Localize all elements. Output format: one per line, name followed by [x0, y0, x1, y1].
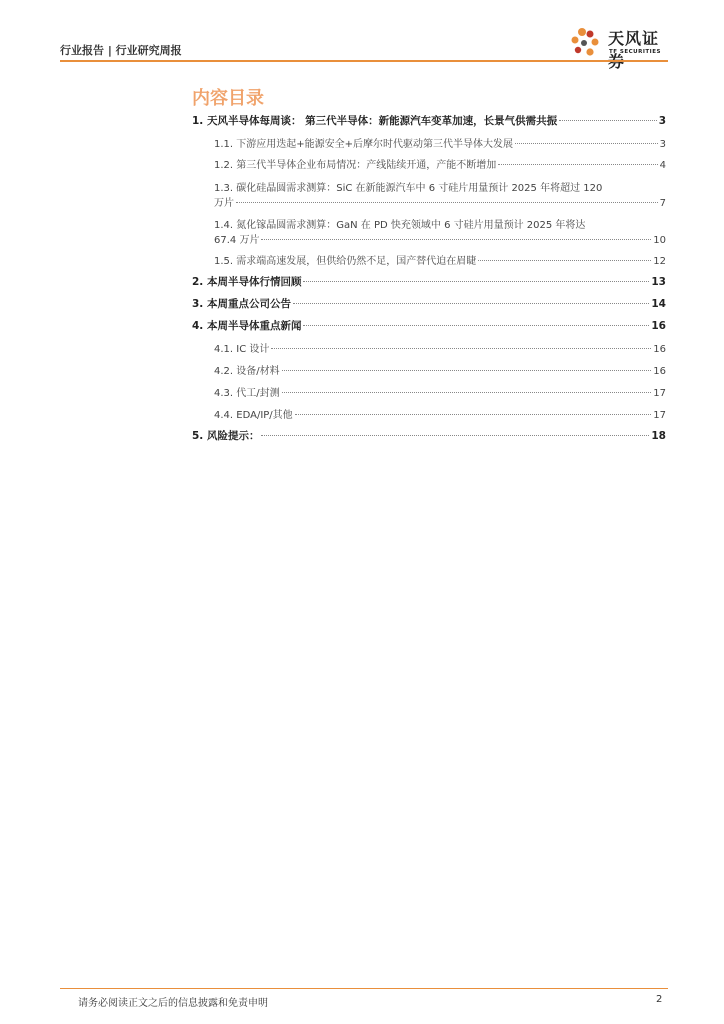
- toc-entry[interactable]: [192, 296, 666, 311]
- toc-page-number: 10: [653, 235, 666, 246]
- toc-page-number: 12: [653, 256, 666, 267]
- header-title: 行业报告 | 行业研究周报: [60, 44, 182, 57]
- company-logo: [568, 24, 673, 71]
- toc-entry[interactable]: [192, 252, 666, 267]
- footer-disclaimer: 请务必阅读正文之后的信息披露和免责申明: [78, 998, 268, 1009]
- toc-page-number: 16: [653, 344, 666, 355]
- toc-leader-dots: [303, 281, 649, 282]
- toc-entry[interactable]: [192, 406, 666, 421]
- logo-flower-icon: [568, 24, 608, 62]
- toc-leader-dots: [236, 202, 658, 203]
- toc-leader-dots: [478, 260, 651, 261]
- toc-entry-text: 1.5. 需求端高速发展，但供给仍然不足，国产替代迫在眉睫: [214, 256, 477, 267]
- toc-leader-dots: [282, 392, 652, 393]
- toc-entry-text: 4.3. 代工/封测: [214, 388, 280, 399]
- toc-leader-dots: [515, 143, 658, 144]
- toc-leader-dots: [282, 370, 652, 371]
- toc-entry-text: 5. 风险提示：: [192, 430, 260, 442]
- toc-leader-dots: [271, 348, 651, 349]
- header-divider: [60, 60, 668, 62]
- toc-entry-text: 1.1. 下游应用迭起+能源安全+后摩尔时代驱动第三代半导体大发展: [214, 139, 514, 150]
- toc-page-number: 7: [659, 198, 666, 209]
- footer-divider: [60, 988, 668, 989]
- toc-page-number: 16: [653, 366, 666, 377]
- toc-entry-text: 4.4. EDA/IP/其他: [214, 410, 293, 421]
- toc-page-number: 18: [651, 430, 666, 442]
- toc-entry-text: 4.1. IC 设计: [214, 344, 270, 355]
- toc-entry-text: 1.2. 第三代半导体企业布局情况：产线陆续开通，产能不断增加: [214, 160, 497, 171]
- toc-entry-text-continued: 万片: [214, 198, 234, 209]
- toc-entry[interactable]: [192, 156, 666, 171]
- toc-entry[interactable]: [192, 362, 666, 377]
- toc-title: 内容目录: [192, 88, 264, 109]
- logo-text: 天风证券: [608, 29, 660, 71]
- toc-leader-dots: [559, 120, 657, 121]
- toc-entry[interactable]: [192, 318, 666, 333]
- toc-page-number: 17: [653, 410, 666, 421]
- toc-entry-text: 3. 本周重点公司公告: [192, 298, 291, 310]
- toc-page-number: 16: [651, 320, 666, 332]
- toc-leader-dots: [261, 239, 651, 240]
- toc-entry-text: 4.2. 设备/材料: [214, 366, 280, 377]
- toc-page-number: 3: [659, 139, 666, 150]
- toc-page-number: 3: [658, 115, 666, 127]
- toc-entry-text: 1. 天风半导体每周谈： 第三代半导体：新能源汽车变革加速，长景气供需共振: [192, 115, 558, 127]
- toc-entry[interactable]: [192, 113, 666, 128]
- toc-entry-text: 1.4. 氮化镓晶圆需求测算：GaN 在 PD 快充领域中 6 寸硅片用量预计 2025 年将达: [214, 220, 586, 231]
- toc-leader-dots: [261, 435, 649, 436]
- toc-entry[interactable]: [192, 135, 666, 150]
- toc-page-number: 13: [651, 276, 666, 288]
- toc-entry[interactable]: [192, 428, 666, 443]
- toc-entry[interactable]: [192, 340, 666, 355]
- toc-page-number: 17: [653, 388, 666, 399]
- toc-entry-text: 2. 本周半导体行情回顾: [192, 276, 302, 288]
- toc-entry[interactable]: [192, 216, 666, 246]
- toc-leader-dots: [498, 164, 657, 165]
- toc-leader-dots: [295, 414, 652, 415]
- page-number: 2: [656, 994, 663, 1005]
- toc-entry[interactable]: [192, 274, 666, 289]
- toc-page-number: 14: [651, 298, 666, 310]
- toc-entry-text-continued: 67.4 万片: [214, 235, 260, 246]
- toc-entry-text: 1.3. 碳化硅晶圆需求测算：SiC 在新能源汽车中 6 寸硅片用量预计 2025 年将超过 120: [214, 183, 603, 194]
- toc-entry-text: 4. 本周半导体重点新闻: [192, 320, 302, 332]
- toc-page-number: 4: [659, 160, 666, 171]
- toc-entry[interactable]: [192, 384, 666, 399]
- toc-leader-dots: [293, 303, 649, 304]
- toc-entry[interactable]: [192, 179, 666, 209]
- logo-subtext: TF SECURITIES: [609, 49, 661, 55]
- toc-leader-dots: [303, 325, 649, 326]
